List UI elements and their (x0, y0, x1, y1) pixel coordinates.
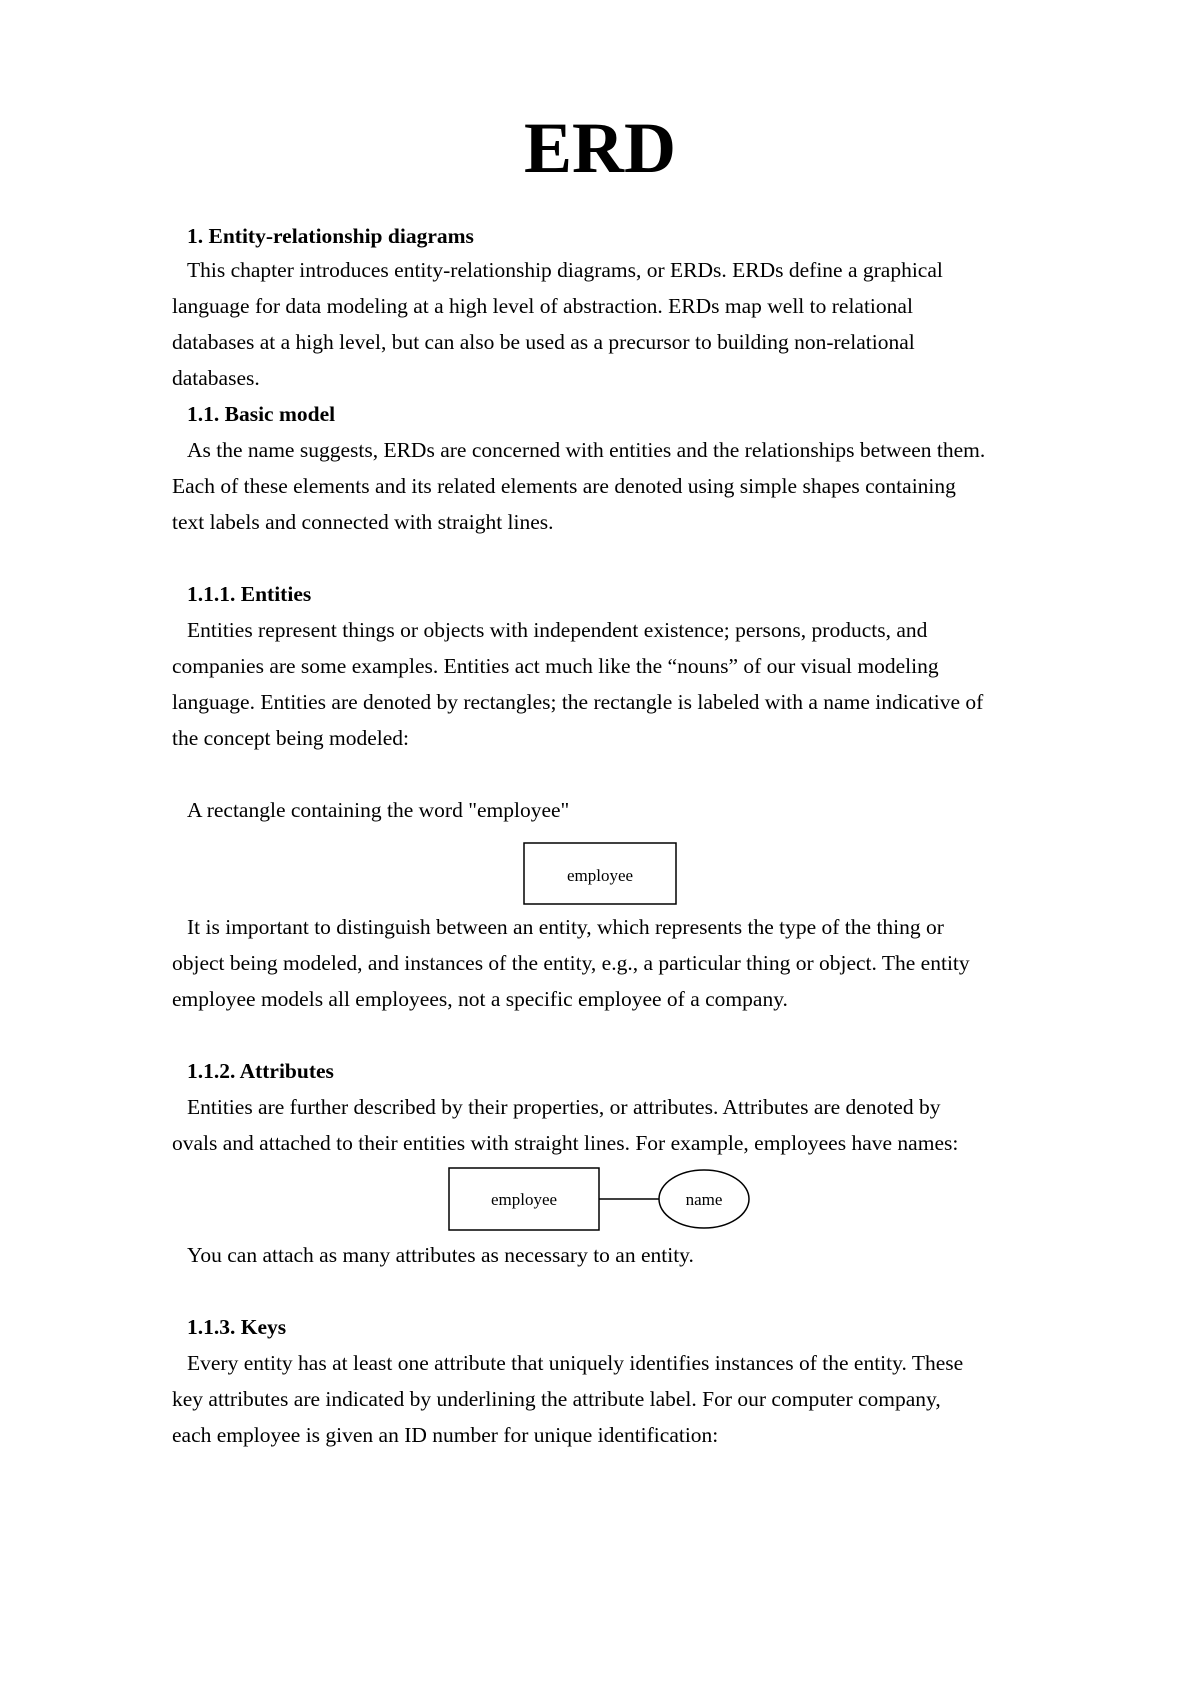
paragraph-line: the concept being modeled: (172, 726, 410, 750)
paragraph-line: each employee is given an ID number for unique identification: (172, 1423, 719, 1447)
paragraph-line: This chapter introduces entity-relationship diagrams, or ERDs. ERDs define a graphical (187, 258, 943, 282)
section-heading-1-1-3: 1.1.3. Keys (187, 1315, 287, 1339)
paragraph-line: It is important to distinguish between an entity, which represents the type of the thing or (187, 915, 944, 939)
paragraph-line: You can attach as many attributes as necessary to an entity. (187, 1243, 694, 1267)
section-heading-1-1-1: 1.1.1. Entities (187, 582, 312, 606)
paragraph-line: object being modeled, and instances of the entity, e.g., a particular thing or object. The entity (172, 951, 970, 975)
document-title: ERD (523, 108, 676, 188)
section-heading-1-1-2: 1.1.2. Attributes (187, 1059, 334, 1083)
paragraph-line: language for data modeling at a high level of abstraction. ERDs map well to relational (172, 294, 913, 318)
paragraph-line: Entities represent things or objects with independent existence; persons, products, and (187, 618, 928, 642)
paragraph-line: companies are some examples. Entities act much like the “nouns” of our visual modeling (172, 654, 939, 678)
entity-figure (524, 843, 676, 904)
entity-label: employee (490, 1190, 558, 1209)
attribute-label: name (685, 1190, 723, 1209)
paragraph-line: Each of these elements and its related elements are denoted using simple shapes containing (172, 474, 956, 498)
paragraph-line: key attributes are indicated by underlining the attribute label. For our computer company, (172, 1387, 941, 1411)
entity-label: employee (566, 866, 634, 885)
paragraph-line: ovals and attached to their entities with straight lines. For example, employees have names: (172, 1131, 959, 1155)
paragraph-line: language. Entities are denoted by rectangles; the rectangle is labeled with a name indicative of (172, 690, 984, 714)
paragraph-line: databases. (172, 366, 260, 390)
attribute-figure (449, 1168, 749, 1230)
paragraph-line: databases at a high level, but can also be used as a precursor to building non-relational (172, 330, 915, 354)
paragraph-line: Every entity has at least one attribute that uniquely identifies instances of the entity. These (187, 1351, 964, 1375)
section-heading-1: 1. Entity-relationship diagrams (187, 224, 474, 248)
section-heading-1-1: 1.1. Basic model (187, 402, 336, 426)
paragraph-line: Entities are further described by their properties, or attributes. Attributes are denoted by (187, 1095, 941, 1119)
paragraph-line: employee models all employees, not a specific employee of a company. (172, 987, 788, 1011)
paragraph-line: text labels and connected with straight lines. (172, 510, 554, 534)
paragraph-line: As the name suggests, ERDs are concerned with entities and the relationships between them. (187, 438, 986, 462)
figure-caption: A rectangle containing the word "employee" (187, 798, 570, 822)
